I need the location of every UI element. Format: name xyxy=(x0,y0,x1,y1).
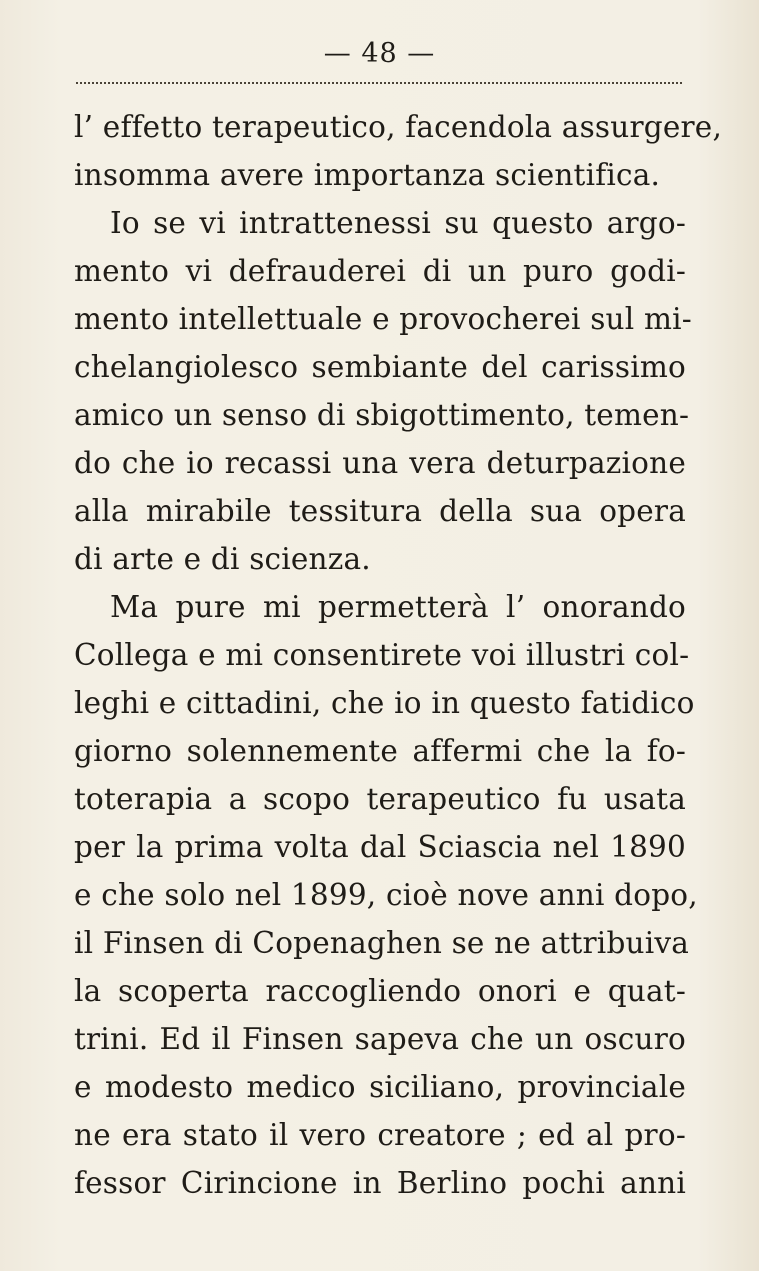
text-line: l’ effetto terapeutico, facendola assurgere, xyxy=(74,110,723,144)
text-line: mento intellettuale e provocherei sul mi- xyxy=(74,302,692,336)
text-line: mento vi defrauderei di un puro godi- xyxy=(74,254,686,288)
text-line: toterapia a scopo terapeutico fu usata xyxy=(74,782,686,816)
text-line: di arte e di scienza. xyxy=(74,542,371,576)
text-line: e modesto medico siciliano, provinciale xyxy=(74,1070,686,1104)
text-line: insomma avere importanza scientifica. xyxy=(74,158,661,192)
text-line: fessor Cirincione in Berlino pochi anni xyxy=(74,1166,686,1200)
page-number: — 48 — xyxy=(323,38,436,69)
header-rule xyxy=(76,82,682,84)
text-line: chelangiolesco sembiante del carissimo xyxy=(74,350,686,384)
text-line: il Finsen di Copenaghen se ne attribuiva xyxy=(74,926,690,960)
text-line: leghi e cittadini, che io in questo fatidico xyxy=(74,686,695,720)
text-line: ne era stato il vero creatore ; ed al pro- xyxy=(74,1118,686,1152)
text-line: alla mirabile tessitura della sua opera xyxy=(74,494,686,528)
text-line: Ma pure mi permetterà l’ onorando xyxy=(110,590,686,624)
text-line: per la prima volta dal Sciascia nel 1890 xyxy=(74,830,686,864)
text-line: amico un senso di sbigottimento, temen- xyxy=(74,398,690,432)
text-line: e che solo nel 1899, cioè nove anni dopo, xyxy=(74,878,698,912)
text-line: Io se vi intrattenessi su questo argo- xyxy=(110,206,686,240)
text-line: Collega e mi consentirete voi illustri col- xyxy=(74,638,690,672)
text-line: trini. Ed il Finsen sapeva che un oscuro xyxy=(74,1022,686,1056)
text-line: giorno solennemente affermi che la fo- xyxy=(74,734,686,768)
text-line: la scoperta raccogliendo onori e quat- xyxy=(74,974,686,1008)
text-line: do che io recassi una vera deturpazione xyxy=(74,446,686,480)
